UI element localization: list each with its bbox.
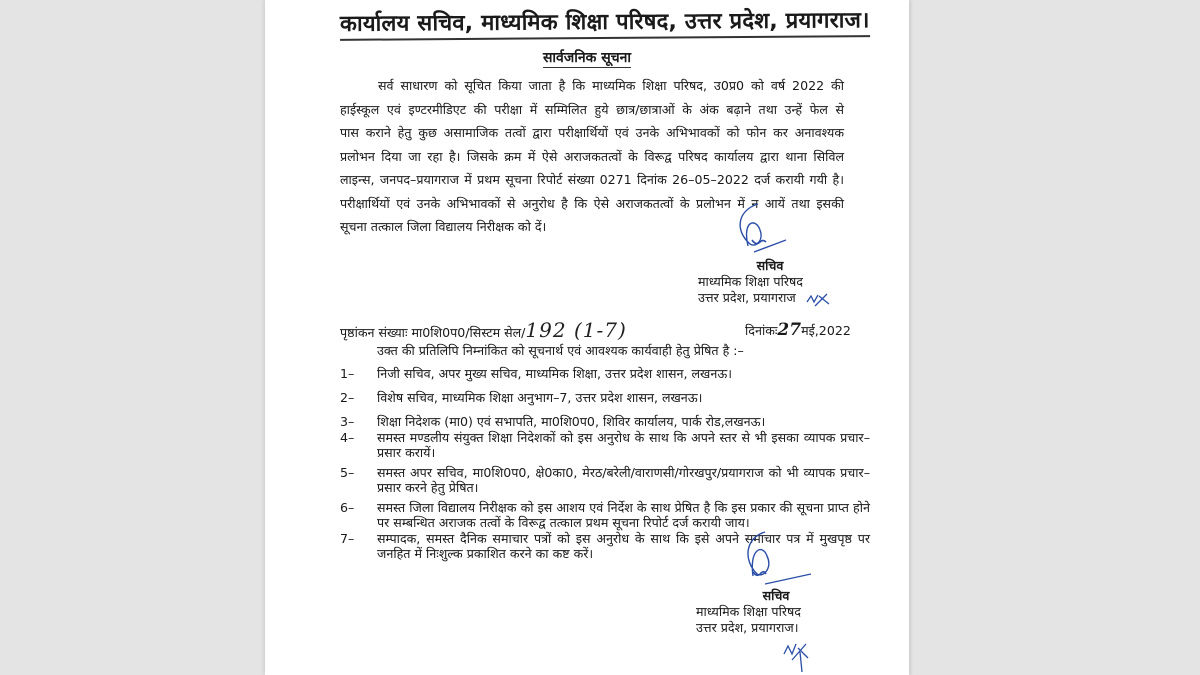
- item-text: शिक्षा निदेशक (मा0) एवं सभापति, मा0शि0प0, शिविर कार्यालय, पार्क रोड,लखनऊ।: [377, 414, 766, 429]
- item-number: 6–: [340, 500, 355, 515]
- initials-ink-1: [805, 290, 835, 310]
- item-text: समस्त मण्डलीय संयुक्त शिक्षा निदेशकों को इस अनुरोध के साथ कि अपने स्तर से भी इसका व्यापक प्रचार–प्रसार करायें।: [377, 430, 870, 460]
- item-number: 5–: [340, 465, 355, 480]
- body-line: परीक्षार्थियों एवं उनके अभिभावकों से अनुरोध है कि ऐसे अराजकतत्वों के प्रलोभन में न आयें तथा इसकी: [340, 195, 844, 211]
- date-handwritten: 27: [777, 320, 802, 340]
- signature-block-1: [698, 258, 842, 274]
- document-page: [265, 0, 909, 675]
- item-text: सम्पादक, समस्त दैनिक समाचार पत्रों को इस अनुरोध के साथ कि इसे अपने समाचार पत्र में मुखपृष्ठ पर जनहित में निःशुल्क प्रकाशित करने का कष्ट करें।: [377, 531, 870, 561]
- body-line: पास कराने हेतु कुछ असामाजिक तत्वों द्वारा परीक्षार्थियों एवं उनके अभिभावकों को फोन कर अनावश्यक: [340, 125, 844, 140]
- endorsement-number: [340, 318, 627, 342]
- endorsement-ref-label: पृष्ठांकन संख्याः मा0शि0प0/सिस्टम सेल/: [340, 325, 526, 340]
- office-heading: कार्यालय सचिव, माध्यमिक शिक्षा परिषद, उत्तर प्रदेश, प्रयागराज।: [340, 4, 870, 41]
- item-number: 1–: [340, 366, 355, 381]
- date-suffix: मई,2022: [801, 323, 851, 338]
- list-item: [340, 390, 870, 405]
- signatory-org: माध्यमिक शिक्षा परिषद: [698, 274, 803, 289]
- signature-ink-2: [735, 528, 815, 588]
- signatory-title: सचिव: [762, 588, 790, 603]
- item-text: समस्त जिला विद्यालय निरीक्षक को इस आशय एवं निर्देश के साथ प्रेषित है कि इस प्रकार की सूचना प्राप्त होने पर सम्बन्धित अराजक तत्वों के विरूद्व तत्काल प्रथम सूचना रिपोर्ट दर्ज करायी जाय।: [377, 500, 870, 530]
- copy-forward-intro: उक्त की प्रतिलिपि निम्नांकित को सूचनार्थ एवं आवश्यक कार्यवाही हेतु प्रेषित है :–: [377, 343, 744, 358]
- signatory-org: माध्यमिक शिक्षा परिषद: [696, 604, 801, 619]
- notice-title: [265, 48, 909, 67]
- signatory-location: उत्तर प्रदेश, प्रयागराज।: [696, 620, 799, 635]
- date-label: दिनांकः: [745, 323, 778, 338]
- initials-ink-2: [780, 638, 812, 675]
- item-text: निजी सचिव, अपर मुख्य सचिव, माध्यमिक शिक्षा, उत्तर प्रदेश शासन, लखनऊ।: [377, 366, 732, 381]
- endorsement-ref-handwritten: 192 (1-7): [525, 318, 627, 342]
- list-item: [340, 366, 870, 381]
- item-number: 3–: [340, 414, 355, 429]
- list-item: [340, 414, 870, 429]
- item-text: विशेष सचिव, माध्यमिक शिक्षा अनुभाग–7, उत्तर प्रदेश शासन, लखनऊ।: [377, 390, 703, 405]
- item-number: 4–: [340, 430, 355, 445]
- notice-title-text: सार्वजनिक सूचना: [542, 50, 632, 66]
- endorsement-date: [745, 320, 851, 340]
- item-number: 2–: [340, 390, 355, 405]
- signature-block-2: [696, 588, 856, 604]
- item-text: समस्त अपर सचिव, मा0शि0प0, क्षे0का0, मेरठ/बरेली/वाराणसी/गोरखपुर/प्रयागराज को भी व्यापक प्रचार–प्रसार करने हेतु प्रेषित।: [377, 465, 870, 495]
- list-item: [340, 465, 870, 495]
- list-item: [340, 500, 870, 530]
- body-line: लाइन्स, जनपद–प्रयागराज में प्रथम सूचना रिपोर्ट संख्या 0271 दिनांक 26–05–2022 दर्ज करायी गयी है।: [340, 172, 844, 187]
- list-item: [340, 430, 870, 460]
- signatory-location: उत्तर प्रदेश, प्रयागराज: [698, 290, 796, 305]
- body-line: सर्व साधारण को सूचित किया जाता है कि माध्यमिक शिक्षा परिषद, उ0प्र0 को वर्ष 2022 की: [378, 78, 844, 93]
- body-line: प्रलोभन दिया जा रहा है। जिसके क्रम में ऐसे अराजकतत्वों के विरूद्व परिषद कार्यालय द्वारा थाना सिविल: [340, 148, 844, 164]
- body-line: हाईस्कूल एवं इण्टरमीडिएट की परीक्षा में सम्मिलित हुये छात्र/छात्राओं के अंक बढ़ाने तथा उन्हें फेल से: [340, 101, 844, 117]
- signature-ink-1: [730, 200, 800, 260]
- signatory-title: सचिव: [756, 258, 784, 273]
- body-line: सूचना तत्काल जिला विद्यालय निरीक्षक को दें।: [340, 219, 547, 234]
- item-number: 7–: [340, 531, 355, 546]
